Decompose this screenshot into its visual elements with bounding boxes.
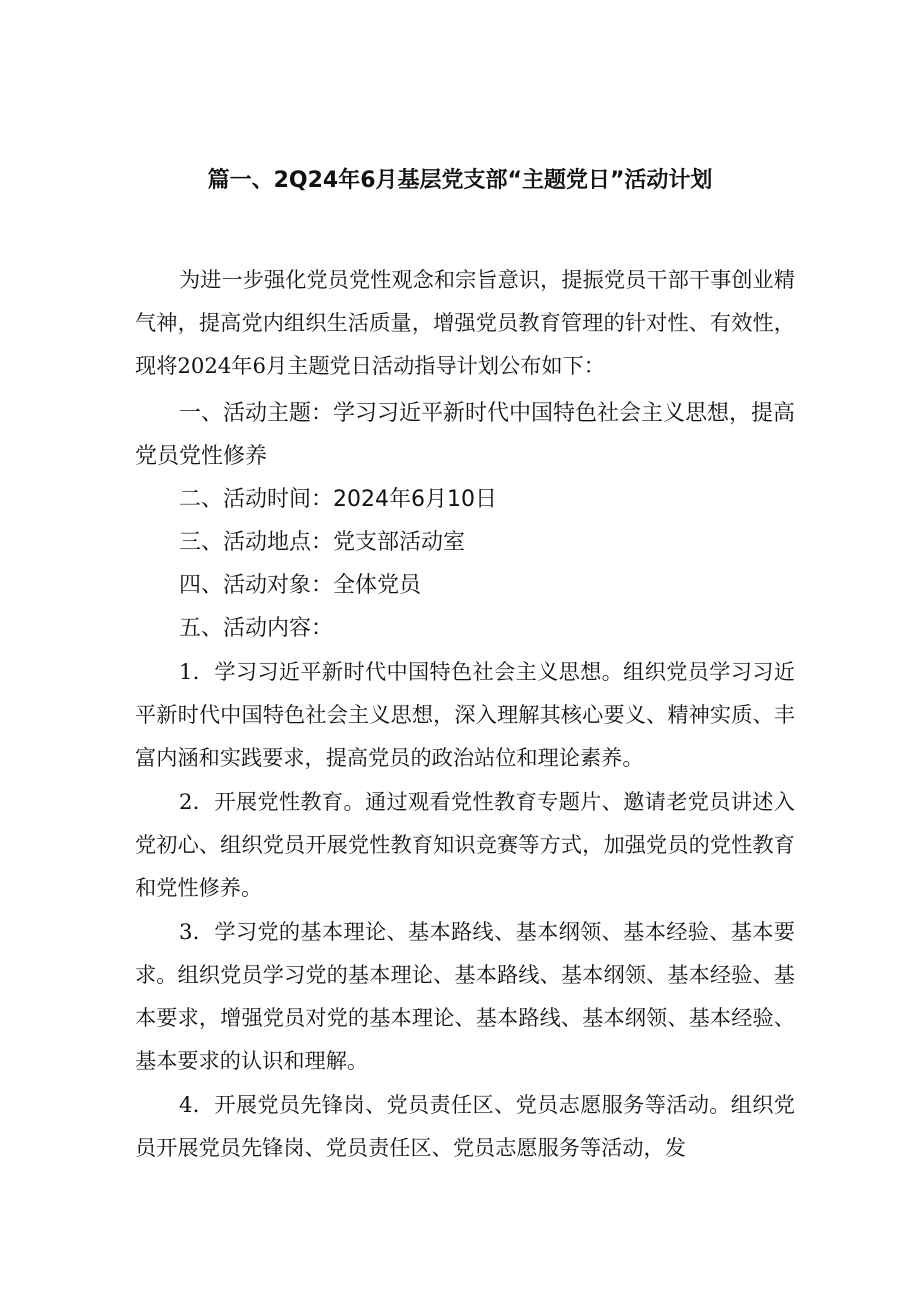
intro-paragraph: 为进一步强化党员党性观念和宗旨意识，提振党员干部干事创业精气神，提高党内组织生活质量，增强党员教育管理的针对性、有效性，现将2024年6月主题党日活动指导计划公布如下： — [135, 267, 795, 378]
section-content: 五、活动内容： — [179, 616, 334, 641]
content-item-2: 2．开展党性教育。通过观看党性教育专题片、邀请老党员讲述入党初心、组织党员开展党性教育知识竞赛等方式，加强党员的党性教育和党性修养。 — [135, 789, 795, 900]
content-item-3: 3．学习党的基本理论、基本路线、基本纲领、基本经验、基本要求。组织党员学习党的基本理论、基本路线、基本纲领、基本经验、基本要求，增强党员对党的基本理论、基本路线、基本纲领、基本经验、基本要求的认识和理解。 — [135, 919, 795, 1073]
content-item-4: 4．开展党员先锋岗、党员责任区、党员志愿服务等活动。组织党员开展党员先锋岗、党员责任区、党员志愿服务等活动，发 — [135, 1092, 795, 1160]
section-time: 二、活动时间：2024年6月10日 — [179, 487, 497, 512]
section-theme: 一、活动主题：学习习近平新时代中国特色社会主义思想，提高党员党性修养 — [135, 401, 796, 469]
section-audience: 四、活动对象：全体党员 — [179, 573, 422, 598]
content-item-1: 1．学习习近平新时代中国特色社会主义思想。组织党员学习习近平新时代中国特色社会主义思想，深入理解其核心要义、精神实质、丰富内涵和实践要求，提高党员的政治站位和理论素养。 — [135, 659, 795, 770]
document-title: 篇一、2Q24年6月基层党支部“主题党日”活动计划 — [207, 168, 713, 193]
section-location: 三、活动地点：党支部活动室 — [179, 530, 466, 555]
